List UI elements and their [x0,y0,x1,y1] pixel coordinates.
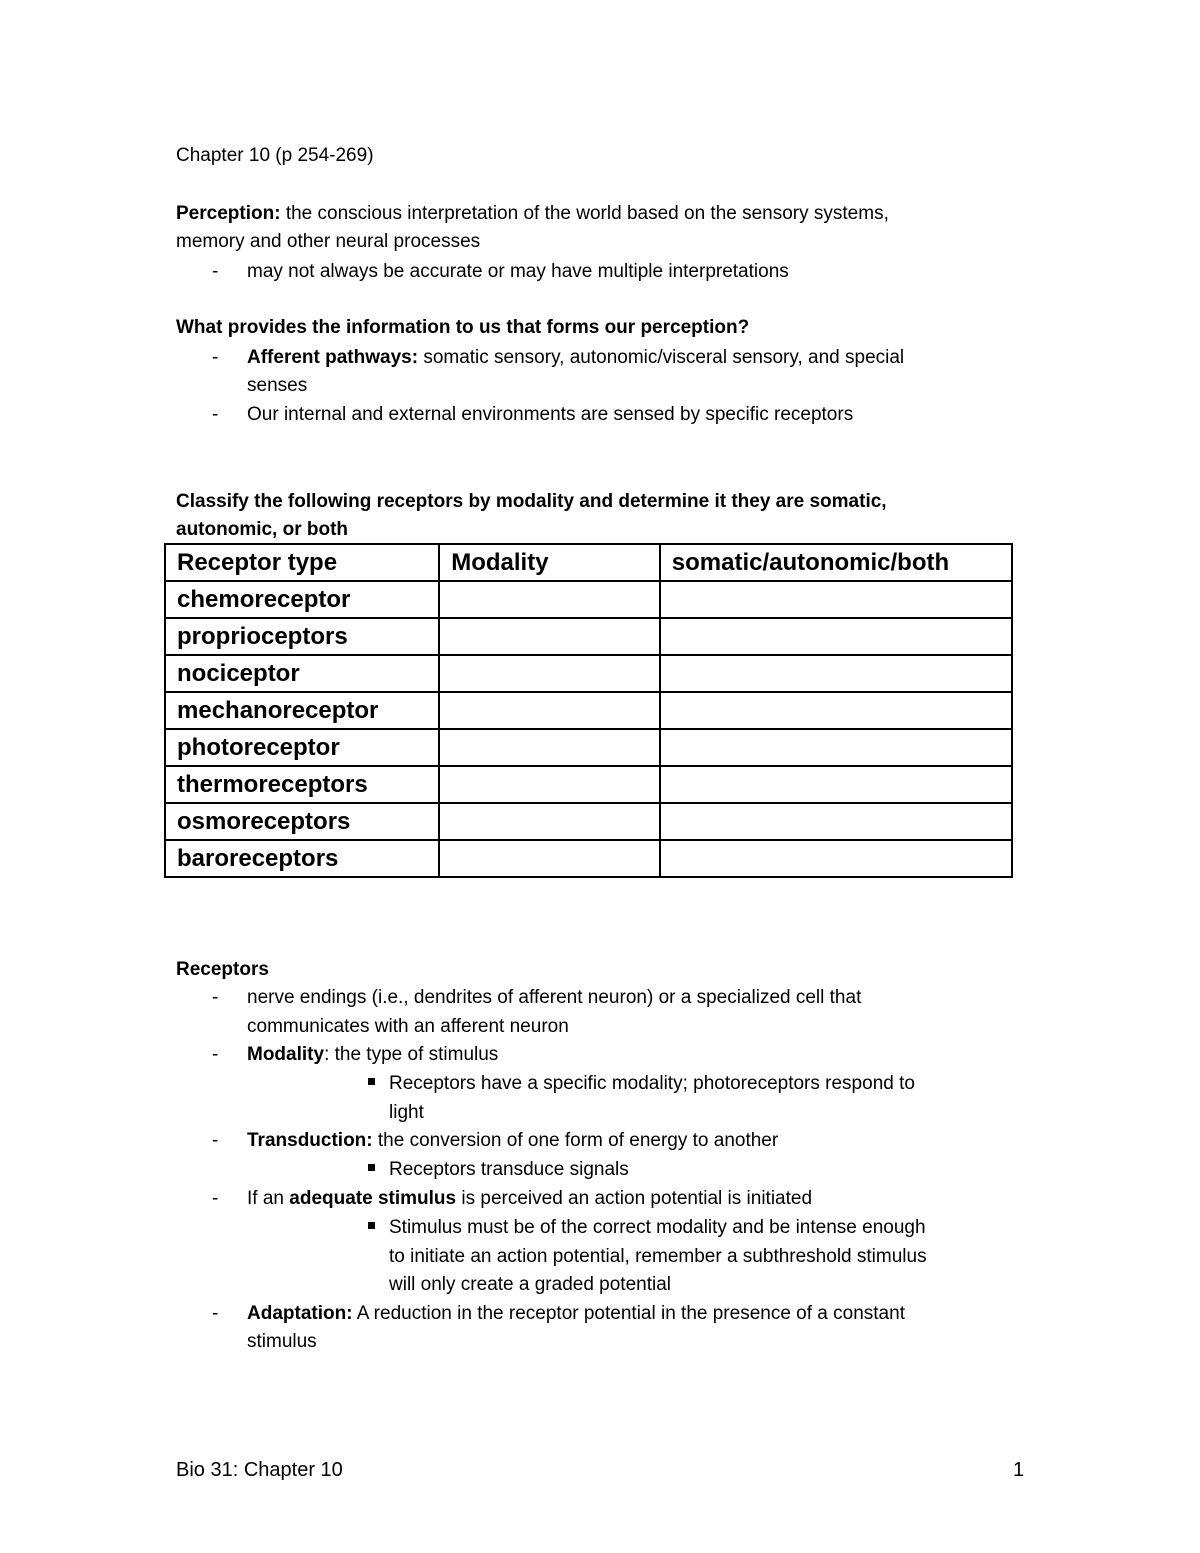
table-row [165,766,1012,803]
dash-bullet: - [212,1303,219,1324]
receptor-table [164,543,1013,878]
classification-cell[interactable] [660,840,1012,877]
modality-cell[interactable] [439,766,660,803]
receptor-name-cell: proprioceptors [165,618,439,655]
modality-bullet [247,1041,498,1069]
square-bullet-icon [368,1078,375,1085]
table-row [165,618,1012,655]
classification-cell[interactable] [660,618,1012,655]
perception-bullet: may not always be accurate or may have multiple interpretations [247,261,789,282]
adequate-sub-bullet-cont: to initiate an action potential, remember a subthreshold stimulus [389,1246,927,1267]
receptor-name-cell: nociceptor [165,655,439,692]
dash-bullet: - [212,1188,219,1209]
adaptation-definition-cont: stimulus [247,1331,317,1352]
adaptation-term: Adaptation: [247,1303,353,1324]
receptors-bullet-nerve: nerve endings (i.e., dendrites of afferent neuron) or a specialized cell that [247,987,862,1008]
modality-sub-bullet: Receptors have a specific modality; photoreceptors respond to [389,1073,915,1094]
classification-cell[interactable] [660,766,1012,803]
dash-bullet: - [212,261,219,282]
modality-cell[interactable] [439,729,660,766]
modality-cell[interactable] [439,840,660,877]
receptor-name-cell: baroreceptors [165,840,439,877]
modality-definition: : the type of stimulus [324,1044,499,1065]
perception-term: Perception: [176,203,281,224]
dash-bullet: - [212,1044,219,1065]
table-row [165,840,1012,877]
dash-bullet: - [212,987,219,1008]
classification-cell[interactable] [660,581,1012,618]
adequate-sub-bullet: Stimulus must be of the correct modality and be intense enough [389,1217,926,1238]
transduction-definition: the conversion of one form of energy to another [377,1130,779,1151]
adequate-sub-bullet-cont2: will only create a graded potential [389,1274,672,1295]
adaptation-definition: A reduction in the receptor potential in the presence of a constant [356,1303,905,1324]
classification-cell[interactable] [660,692,1012,729]
classification-cell[interactable] [660,729,1012,766]
afferent-definition: somatic sensory, autonomic/visceral sensory, and special [423,347,905,368]
table-row [165,729,1012,766]
afferent-definition-cont: senses [247,375,308,396]
perception-definition: the conscious interpretation of the world based on the sensory systems, [285,203,889,224]
dash-bullet: - [212,347,219,368]
square-bullet-icon [368,1222,375,1229]
header-somatic-autonomic: somatic/autonomic/both [660,544,1012,581]
table-header-row [165,544,1012,581]
adequate-definition: is perceived an action potential is initiated [461,1188,813,1209]
table-row [165,581,1012,618]
chapter-heading: Chapter 10 (p 254-269) [176,145,374,166]
header-receptor-type: Receptor type [165,544,439,581]
receptor-name-cell: mechanoreceptor [165,692,439,729]
receptor-name-cell: chemoreceptor [165,581,439,618]
perception-paragraph [176,200,889,228]
info-question: What provides the information to us that forms our perception? [176,317,750,338]
classification-cell[interactable] [660,655,1012,692]
modality-cell[interactable] [439,803,660,840]
modality-cell[interactable] [439,692,660,729]
adequate-prefix: If an [247,1188,284,1209]
transduction-bullet [247,1127,778,1155]
transduction-term: Transduction: [247,1130,373,1151]
dash-bullet: - [212,404,219,425]
adequate-term: adequate stimulus [289,1188,457,1209]
adequate-stimulus-bullet [247,1185,812,1213]
modality-cell[interactable] [439,581,660,618]
environment-bullet: Our internal and external environments are sensed by specific receptors [247,404,854,425]
classification-cell[interactable] [660,803,1012,840]
perception-definition-cont: memory and other neural processes [176,231,481,252]
modality-cell[interactable] [439,618,660,655]
receptors-title: Receptors [176,959,269,980]
afferent-term: Afferent pathways: [247,347,419,368]
classify-instruction-cont: autonomic, or both [176,519,349,540]
receptor-name-cell: thermoreceptors [165,766,439,803]
page-number: 1 [1013,1459,1025,1481]
receptor-name-cell: photoreceptor [165,729,439,766]
square-bullet-icon [368,1164,375,1171]
table-row [165,692,1012,729]
footer-title: Bio 31: Chapter 10 [176,1459,343,1481]
classify-instruction: Classify the following receptors by modality and determine it they are somatic, [176,491,887,512]
adaptation-bullet [247,1300,905,1328]
modality-sub-bullet-cont: light [389,1102,424,1123]
transduction-sub-bullet: Receptors transduce signals [389,1159,629,1180]
modality-term: Modality [247,1044,325,1065]
afferent-bullet [247,344,904,372]
dash-bullet: - [212,1130,219,1151]
modality-cell[interactable] [439,655,660,692]
header-modality: Modality [439,544,660,581]
table-row [165,655,1012,692]
receptor-name-cell: osmoreceptors [165,803,439,840]
receptors-bullet-nerve-cont: communicates with an afferent neuron [247,1016,569,1037]
table-row [165,803,1012,840]
